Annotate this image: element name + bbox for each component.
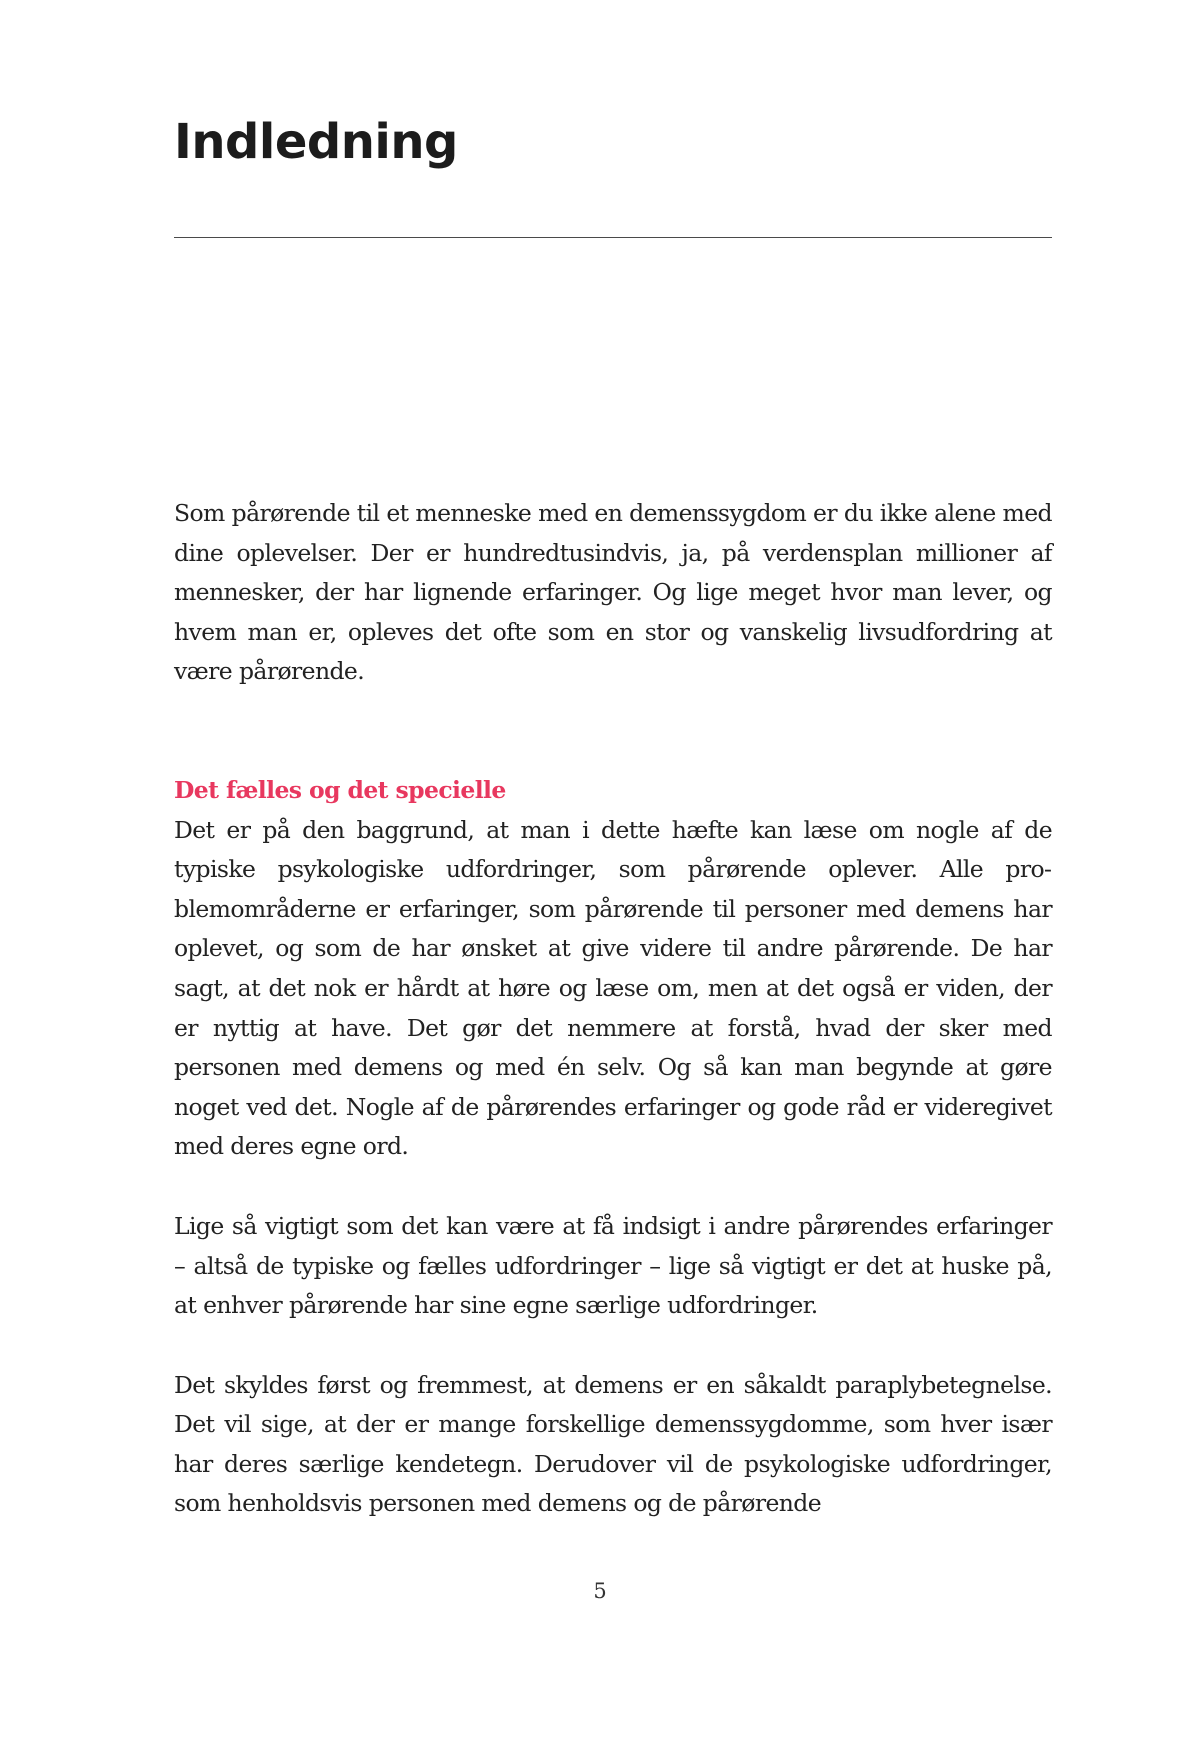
title-divider — [174, 237, 1052, 238]
body-text — [174, 494, 1052, 1524]
chapter-title: Indledning — [174, 114, 458, 170]
section-heading: Det fælles og det specielle — [174, 775, 506, 804]
page-number: 5 — [593, 1579, 607, 1603]
section-paragraph-1: Det er på den baggrund, at man i dette hæfte kan læse om nogle af de typiske psykologiske udfordringer, som pårørende oplever. Alle problemområderne er erfaringer, som pårørende til personer med demens har oplevet, og som de har ønsket at give videre til andre pårørende. De har sagt, at det nok er hårdt at høre og læse om, men at det også er viden, der er nyttig at have. Det gør det nemmere at forstå, hvad der sker med personen med demens og med én selv. Og så kan man begynde at gøre noget ved det. Nogle af de pårørendes erfaringer og gode råd er videregivet med deres egne ord. — [174, 815, 1052, 1161]
section-paragraph-3: Det skyldes først og fremmest, at demens er en såkaldt paraplybetegnelse. Det vil sige, at der er mange forskellige demenssygdomme, som hver især har deres særlige kendetegn. Derudover vil de psykologiske udfordringer, som henholdsvis personen med demens og de pårørende — [174, 1370, 1052, 1518]
intro-paragraph: Som pårørende til et menneske med en demenssygdom er du ikke alene med dine oplevelser. Der er hundredtusindvis, ja, på verdensplan millioner af mennesker, der har lignende erfaringer. Og lige meget hvor man lever, og hvem man er, opleves det ofte som en stor og vanskelig livsudfordring at være pårørende. — [174, 499, 1052, 686]
section-paragraph-2: Lige så vigtigt som det kan være at få indsigt i andre pårørendes erfaringer – altså de typiske og fælles udfordringer – lige så vigtigt er det at huske på, at enhver pårørende har sine egne særlige udfordringer. — [174, 1211, 1052, 1320]
